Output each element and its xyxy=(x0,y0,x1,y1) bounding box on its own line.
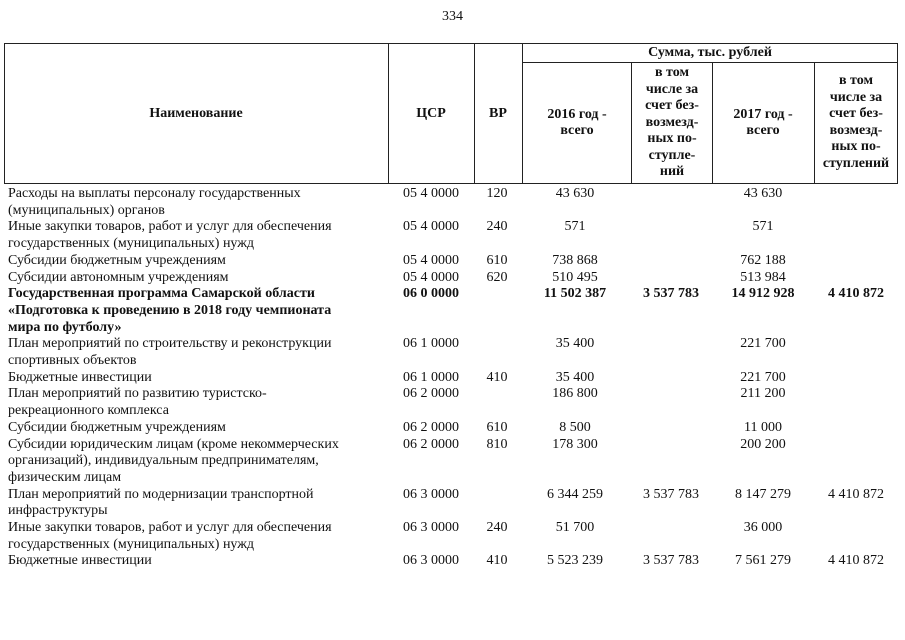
row-2016-gratuitous: 3 537 783 xyxy=(643,486,699,502)
row-2016-total: 510 495 xyxy=(552,269,598,285)
row-vr: 240 xyxy=(486,219,508,235)
header-2016-total: 2016 год - всего xyxy=(547,107,607,138)
row-2016-total: 35 400 xyxy=(555,336,595,352)
row-2016-total: 738 868 xyxy=(552,252,598,268)
row-name-line: государственных (муниципальных) нужд xyxy=(8,236,255,252)
row-2017-total: 513 984 xyxy=(740,269,786,285)
row-2017-total: 762 188 xyxy=(740,252,786,268)
row-2016-gratuitous xyxy=(630,420,712,437)
row-vr: 610 xyxy=(486,252,508,268)
row-2017-gratuitous: 4 410 872 xyxy=(828,286,884,302)
row-vr xyxy=(474,386,520,419)
row-name-line: мира по футболу» xyxy=(8,319,122,335)
row-2017-gratuitous xyxy=(814,520,898,553)
row-name-line: План мероприятий по развитию туристско- xyxy=(8,386,267,402)
row-2016-gratuitous: 3 537 783 xyxy=(643,286,699,302)
row-name-line: Иные закупки товаров, работ и услуг для обеспечения xyxy=(8,520,332,536)
row-2016-gratuitous xyxy=(630,186,712,219)
row-2017-total: 11 000 xyxy=(744,419,782,435)
row-name-line: «Подготовка к проведению в 2018 году чемпионата xyxy=(8,302,332,318)
header-2016-gratuitous: в том числе за счет без- возмезд- ных по- ступле- ний xyxy=(645,65,699,179)
row-2016-gratuitous xyxy=(630,270,712,287)
row-csr: 06 0 0000 xyxy=(403,286,459,302)
row-2016-total: 51 700 xyxy=(555,520,595,536)
row-name-line: Государственная программа Самарской области xyxy=(8,286,315,302)
row-2016-total: 8 500 xyxy=(559,419,591,435)
row-name-line: Бюджетные инвестиции xyxy=(8,553,152,569)
row-vr: 410 xyxy=(486,369,508,385)
row-2016-total: 186 800 xyxy=(552,386,598,402)
row-2017-total: 211 200 xyxy=(740,386,786,402)
table-row xyxy=(4,370,898,387)
row-2017-gratuitous xyxy=(814,270,898,287)
row-name-line: План мероприятий по строительству и реконструкции xyxy=(8,336,332,352)
table-header xyxy=(4,43,898,184)
row-2017-gratuitous xyxy=(814,219,898,252)
row-2016-gratuitous xyxy=(630,437,712,487)
row-vr xyxy=(474,286,520,336)
row-2016-gratuitous xyxy=(630,520,712,553)
row-2016-total: 571 xyxy=(564,219,586,235)
row-2017-total: 8 147 279 xyxy=(735,486,791,502)
row-csr: 06 3 0000 xyxy=(403,520,459,536)
row-vr xyxy=(474,487,520,520)
row-name xyxy=(4,370,388,387)
row-2017-gratuitous xyxy=(814,186,898,219)
header-2017-total: 2017 год - всего xyxy=(733,107,793,138)
header-2017-gratuitous: в том числе за счет без- возмезд- ных по- ступлений xyxy=(822,73,890,171)
table-row xyxy=(4,270,898,287)
row-2017-total: 14 912 928 xyxy=(731,286,795,302)
row-2017-gratuitous xyxy=(814,437,898,487)
row-name-line: Расходы на выплаты персоналу государственных xyxy=(8,186,301,201)
row-name xyxy=(4,286,388,336)
row-2017-gratuitous xyxy=(814,253,898,270)
page-number: 334 xyxy=(442,9,463,24)
table-row xyxy=(4,487,898,520)
row-name-line: Субсидии юридическим лицам (кроме некоммерческих xyxy=(8,436,339,452)
row-2016-gratuitous xyxy=(630,253,712,270)
row-2016-total: 35 400 xyxy=(555,369,595,385)
row-name-line: Субсидии автономным учреждениям xyxy=(8,269,229,285)
row-2017-total: 221 700 xyxy=(740,336,786,352)
table-row xyxy=(4,386,898,419)
row-2017-gratuitous xyxy=(814,386,898,419)
row-2017-total: 200 200 xyxy=(740,436,786,452)
header-vr: ВР xyxy=(489,106,507,121)
row-2016-total: 5 523 239 xyxy=(547,553,603,569)
row-name-line: инфраструктуры xyxy=(8,503,108,519)
row-name xyxy=(4,186,388,219)
row-csr: 06 2 0000 xyxy=(403,419,459,435)
row-2016-gratuitous: 3 537 783 xyxy=(643,553,699,569)
row-2016-total: 6 344 259 xyxy=(547,486,603,502)
row-name-line: Субсидии бюджетным учреждениям xyxy=(8,252,226,268)
row-csr: 06 1 0000 xyxy=(403,369,459,385)
row-name xyxy=(4,437,388,487)
table-row xyxy=(4,186,898,219)
row-vr: 810 xyxy=(486,436,508,452)
row-csr: 06 2 0000 xyxy=(403,436,459,452)
row-2016-total: 178 300 xyxy=(552,436,598,452)
row-name-line: План мероприятий по модернизации транспортной xyxy=(8,486,314,502)
row-name-line: рекреационного комплекса xyxy=(8,403,169,419)
row-csr: 06 3 0000 xyxy=(403,486,459,502)
row-vr: 610 xyxy=(486,419,508,435)
table-row xyxy=(4,553,898,570)
row-2017-total: 7 561 279 xyxy=(735,553,791,569)
row-2017-gratuitous: 4 410 872 xyxy=(828,553,884,569)
row-2017-total: 571 xyxy=(752,219,774,235)
row-2017-gratuitous xyxy=(814,370,898,387)
row-vr: 240 xyxy=(486,520,508,536)
row-vr: 120 xyxy=(486,186,508,201)
row-2017-total: 43 630 xyxy=(743,186,783,201)
row-vr: 410 xyxy=(486,553,508,569)
row-csr: 06 3 0000 xyxy=(403,553,459,569)
row-name xyxy=(4,336,388,369)
row-csr: 05 4 0000 xyxy=(403,219,459,235)
header-csr: ЦСР xyxy=(416,106,446,121)
row-vr: 620 xyxy=(486,269,508,285)
row-name-line: Субсидии бюджетным учреждениям xyxy=(8,419,226,435)
row-2016-gratuitous xyxy=(630,386,712,419)
row-name xyxy=(4,270,388,287)
table-row xyxy=(4,420,898,437)
table-row xyxy=(4,219,898,252)
row-name xyxy=(4,386,388,419)
row-csr: 05 4 0000 xyxy=(403,269,459,285)
table-body xyxy=(4,186,898,570)
row-2017-gratuitous xyxy=(814,336,898,369)
header-sum-group: Сумма, тыс. рублей xyxy=(648,45,772,60)
row-name xyxy=(4,487,388,520)
row-csr: 06 2 0000 xyxy=(403,386,459,402)
table-row xyxy=(4,520,898,553)
row-vr xyxy=(474,336,520,369)
row-csr: 05 4 0000 xyxy=(403,252,459,268)
header-name: Наименование xyxy=(149,106,243,121)
row-csr: 06 1 0000 xyxy=(403,336,459,352)
row-2017-gratuitous xyxy=(814,420,898,437)
row-2017-total: 221 700 xyxy=(740,369,786,385)
row-name-line: Бюджетные инвестиции xyxy=(8,369,152,385)
table-row xyxy=(4,286,898,336)
row-name xyxy=(4,553,388,570)
row-name-line: государственных (муниципальных) нужд xyxy=(8,536,255,552)
row-name xyxy=(4,420,388,437)
row-2016-gratuitous xyxy=(630,370,712,387)
row-2016-total: 43 630 xyxy=(555,186,595,201)
row-2016-total: 11 502 387 xyxy=(543,286,607,302)
row-name-line: спортивных объектов xyxy=(8,353,137,369)
row-name-line: организаций), индивидуальным предпринимателям, xyxy=(8,453,319,469)
table-row xyxy=(4,336,898,369)
table-row xyxy=(4,253,898,270)
row-2017-total: 36 000 xyxy=(743,520,783,536)
row-2016-gratuitous xyxy=(630,219,712,252)
row-csr: 05 4 0000 xyxy=(403,186,459,201)
row-2016-gratuitous xyxy=(630,336,712,369)
row-name-line: Иные закупки товаров, работ и услуг для обеспечения xyxy=(8,219,332,235)
row-name xyxy=(4,520,388,553)
row-name-line: физическим лицам xyxy=(8,469,122,485)
row-name xyxy=(4,219,388,252)
row-name xyxy=(4,253,388,270)
row-name-line: (муниципальных) органов xyxy=(8,202,165,218)
table-row xyxy=(4,437,898,487)
row-2017-gratuitous: 4 410 872 xyxy=(828,486,884,502)
